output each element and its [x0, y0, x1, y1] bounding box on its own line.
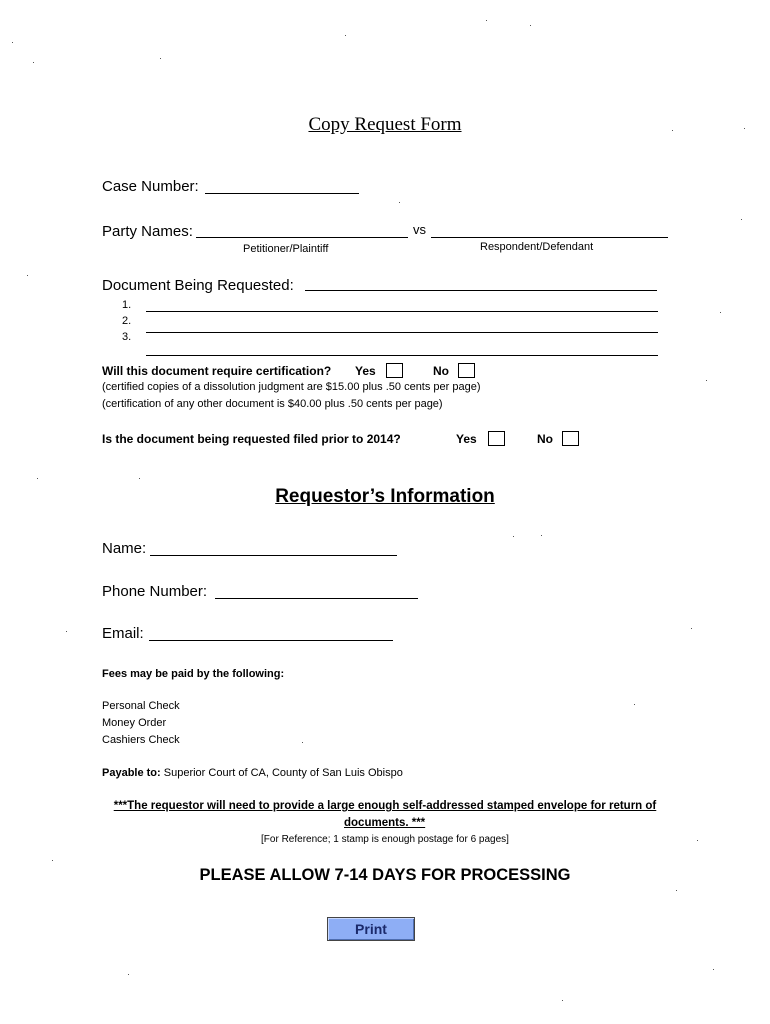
page-title: Copy Request Form: [308, 114, 462, 135]
payment-method: Personal Check: [102, 700, 180, 712]
document-requested-label: Document Being Requested:: [102, 277, 294, 294]
reference-note: [For Reference; 1 stamp is enough postage for 6 pages]: [261, 834, 509, 845]
party-names-label: Party Names:: [102, 223, 193, 240]
email-label: Email:: [102, 625, 144, 642]
payable-to-value: Superior Court of CA, County of San Luis Obispo: [163, 767, 403, 779]
item-number: 1.: [122, 299, 132, 311]
print-button[interactable]: Print: [327, 917, 415, 941]
prior-2014-no-checkbox[interactable]: [562, 431, 579, 446]
certification-no-checkbox[interactable]: [458, 363, 475, 378]
fees-heading: Fees may be paid by the following:: [102, 668, 285, 680]
prior-2014-question: Is the document being requested filed prior to 2014?: [102, 432, 401, 446]
processing-notice: PLEASE ALLOW 7-14 DAYS FOR PROCESSING: [199, 866, 571, 884]
certification-yes-label: Yes: [355, 364, 376, 378]
envelope-note-continued: documents. ***: [344, 817, 426, 829]
certification-no-label: No: [433, 364, 449, 378]
name-label: Name:: [102, 540, 147, 557]
respondent-caption: Respondent/Defendant: [480, 241, 594, 253]
phone-field[interactable]: [215, 598, 418, 599]
item-number: 2.: [122, 315, 132, 327]
payable-to-label: Payable to:: [102, 767, 161, 779]
case-number-field[interactable]: [205, 193, 359, 194]
requestor-heading: Requestor’s Information: [275, 486, 495, 507]
certification-note: (certified copies of a dissolution judgment are $15.00 plus .50 cents per page): [102, 381, 481, 393]
vs-label: vs: [413, 222, 426, 237]
certification-yes-checkbox[interactable]: [386, 363, 403, 378]
case-number-label: Case Number:: [102, 178, 199, 195]
respondent-field[interactable]: [431, 237, 668, 238]
certification-note: (certification of any other document is $40.00 plus .50 cents per page): [102, 398, 443, 410]
phone-label: Phone Number:: [102, 583, 208, 600]
document-requested-field[interactable]: [305, 290, 657, 291]
petitioner-field[interactable]: [196, 237, 408, 238]
envelope-note: ***The requestor will need to provide a large enough self-addressed stamped envelope for return of: [113, 800, 657, 812]
name-field[interactable]: [150, 555, 397, 556]
item-3-field[interactable]: [146, 355, 658, 356]
payment-method: Cashiers Check: [102, 734, 180, 746]
email-field[interactable]: [149, 640, 393, 641]
item-2-field[interactable]: [146, 332, 658, 333]
item-1-field[interactable]: [146, 311, 658, 312]
payable-to: [102, 767, 403, 779]
prior-2014-no-label: No: [537, 432, 553, 446]
payment-method: Money Order: [102, 717, 167, 729]
prior-2014-yes-checkbox[interactable]: [488, 431, 505, 446]
prior-2014-yes-label: Yes: [456, 432, 477, 446]
certification-question: Will this document require certification?: [102, 364, 332, 378]
petitioner-caption: Petitioner/Plaintiff: [243, 243, 329, 255]
item-number: 3.: [122, 331, 132, 343]
